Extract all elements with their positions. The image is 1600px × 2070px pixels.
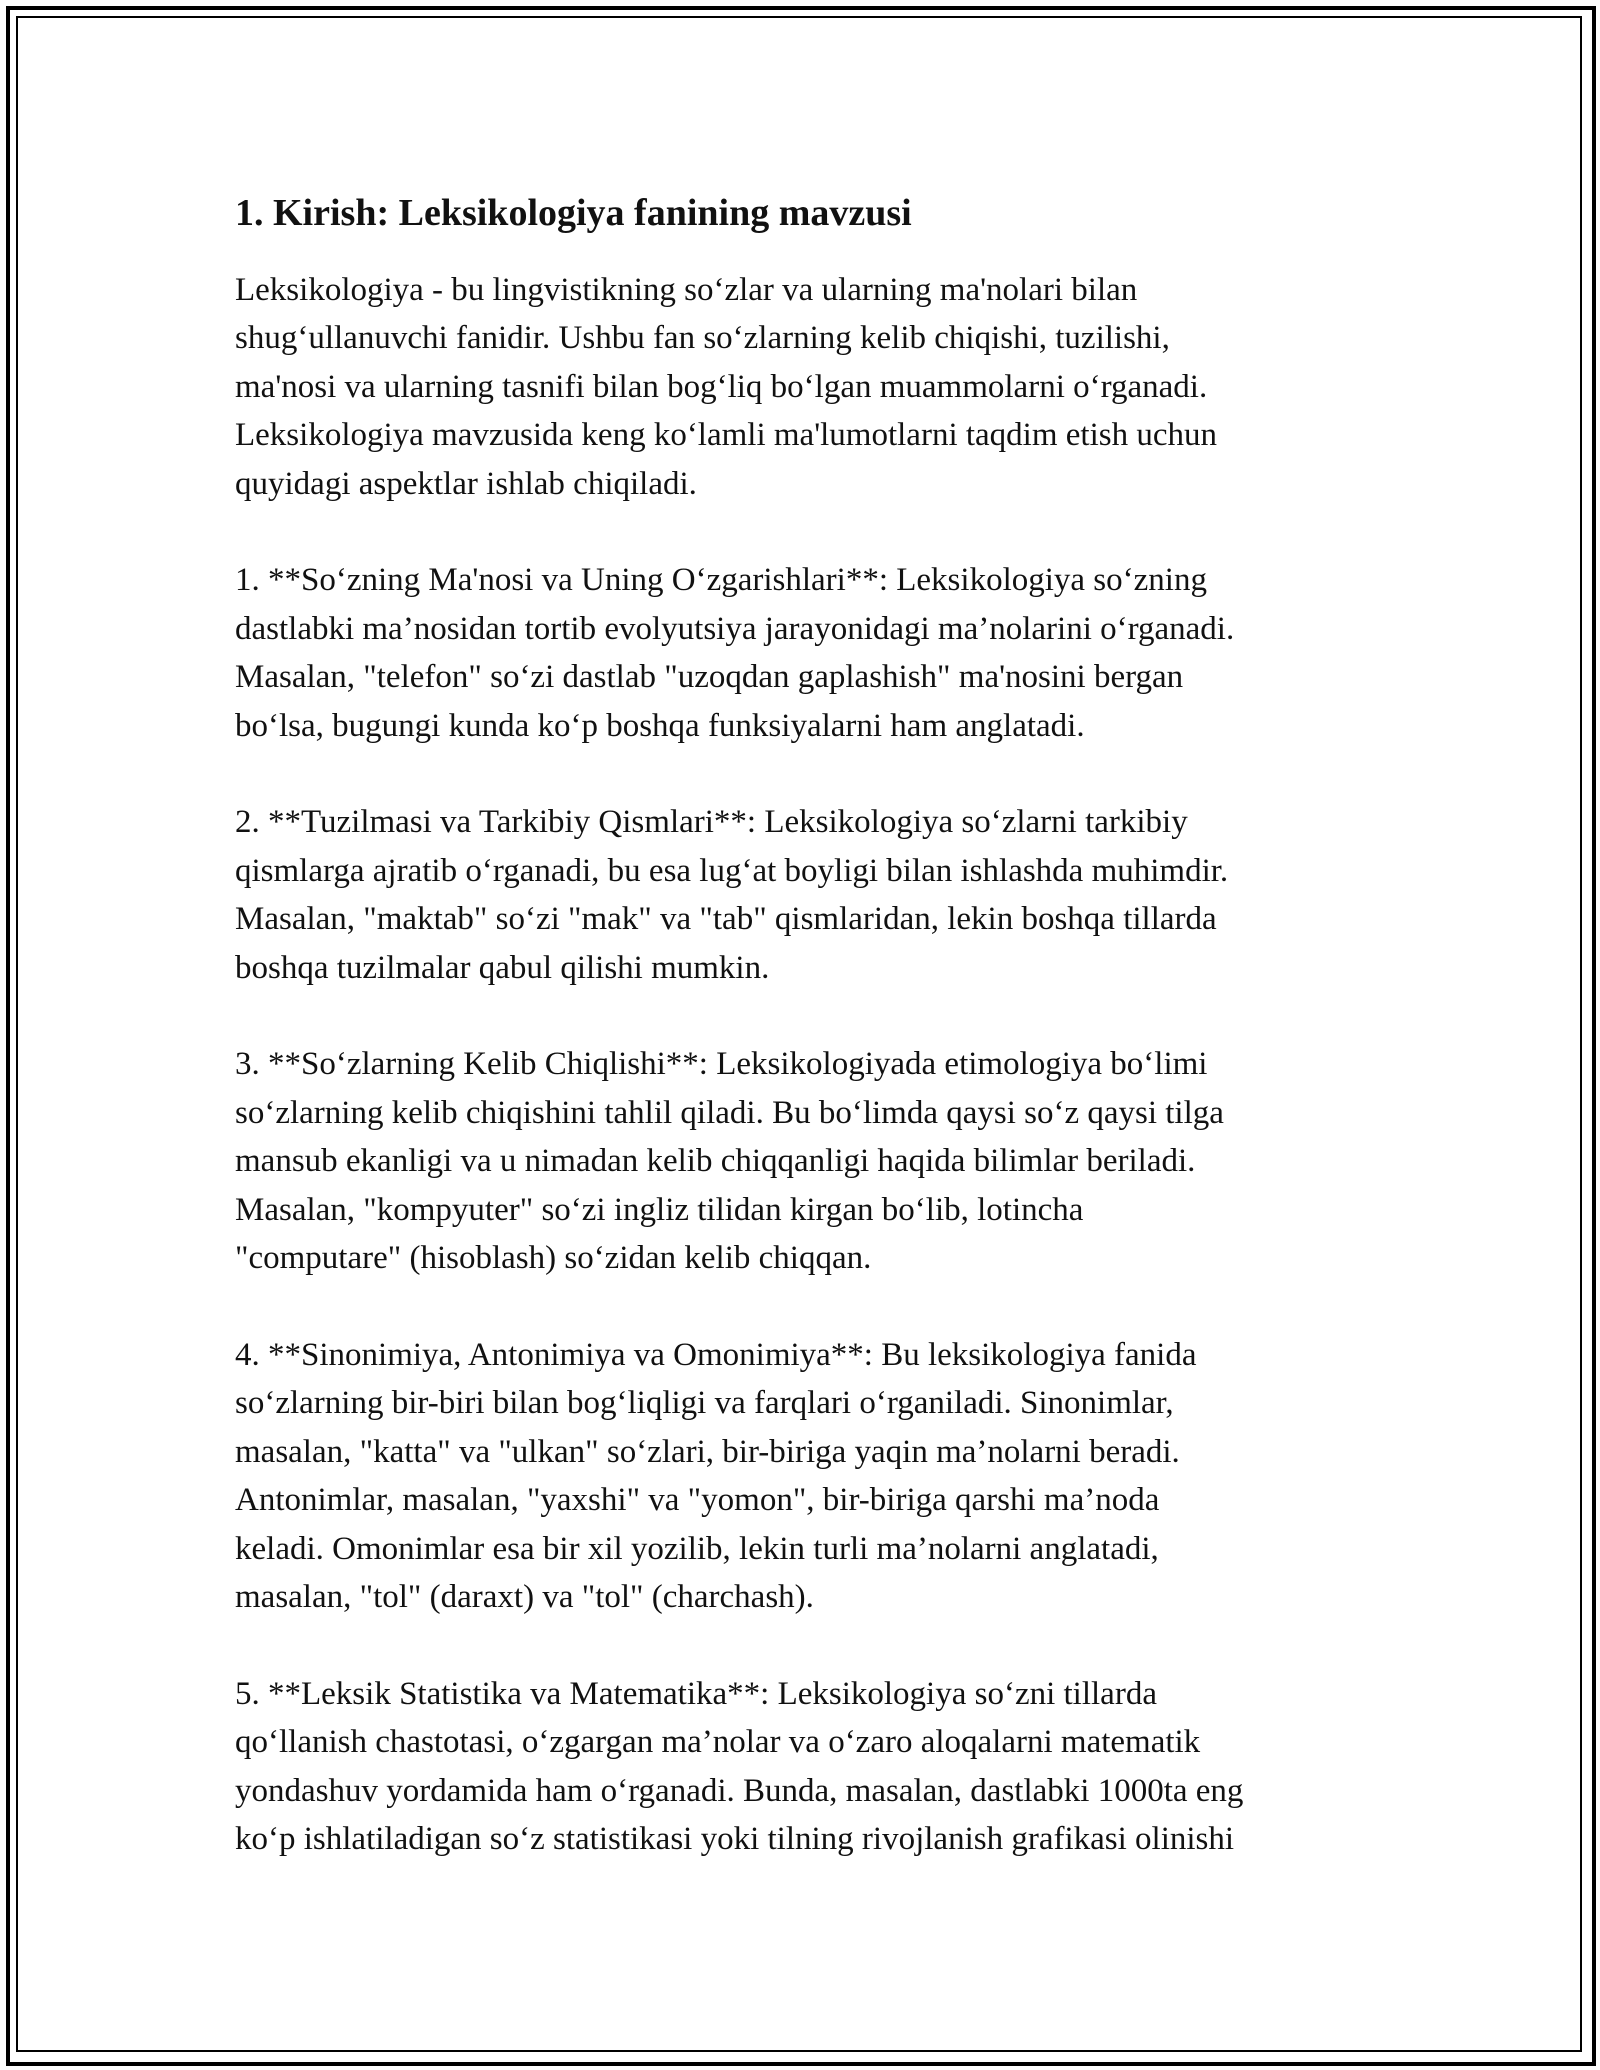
text-line: ma'nosi va ularning tasnifi bilan bog‘liq bo‘lgan muammolarni o‘rganadi. (235, 368, 1208, 405)
text-line: "computare" (hisoblash) so‘zidan kelib chiqqan. (235, 1240, 872, 1277)
list-item-5-paragraph (235, 1670, 1375, 1864)
text-line: ko‘p ishlatiladigan so‘z statistikasi yoki tilning rivojlanish grafikasi olinishi (235, 1820, 1235, 1857)
text-line: shug‘ullanuvchi fanidir. Ushbu fan so‘zlarning kelib chiqishi, tuzilishi, (235, 320, 1170, 357)
list-item-1-paragraph (235, 556, 1375, 750)
text-line: 1. **So‘zning Ma'nosi va Uning O‘zgarishlari**: Leksikologiya so‘zning (235, 562, 1207, 599)
text-line: boshqa tuzilmalar qabul qilishi mumkin. (235, 949, 770, 986)
list-item-4-paragraph (235, 1331, 1375, 1621)
text-line: yondashuv yordamida ham o‘rganadi. Bunda, masalan, dastlabki 1000ta eng (235, 1772, 1244, 1809)
list-item-3-paragraph (235, 1040, 1375, 1282)
text-line: 5. **Leksik Statistika va Matematika**: Leksikologiya so‘zni tillarda (235, 1675, 1157, 1712)
text-line: qismlarga ajratib o‘rganadi, bu esa lug‘at boyligi bilan ishlashda muhimdir. (235, 852, 1229, 889)
text-line: masalan, "katta" va "ulkan" so‘zlari, bir-biriga yaqin ma’nolarni beradi. (235, 1433, 1180, 1470)
text-line: Masalan, "maktab" so‘zi "mak" va "tab" qismlaridan, lekin boshqa tillarda (235, 901, 1217, 938)
text-line: Masalan, "kompyuter" so‘zi ingliz tilidan kirgan bo‘lib, lotincha (235, 1191, 1084, 1228)
text-line: dastlabki ma’nosidan tortib evolyutsiya jarayonidagi ma’nolarini o‘rganadi. (235, 610, 1235, 647)
text-line: 4. **Sinonimiya, Antonimiya va Omonimiya**: Bu leksikologiya fanida (235, 1336, 1197, 1373)
text-line: Leksikologiya - bu lingvistikning so‘zlar va ularning ma'nolari bilan (235, 272, 1138, 308)
text-line: qo‘llanish chastotasi, o‘zgargan ma’nolar va o‘zaro aloqalarni matematik (235, 1724, 1201, 1761)
document-body (235, 185, 1375, 1912)
text-line: bo‘lsa, bugungi kunda ko‘p boshqa funksiyalarni ham anglatadi. (235, 707, 1085, 744)
section-title: 1. Kirish: Leksikologiya fanining mavzusi (235, 192, 912, 234)
text-line: keladi. Omonimlar esa bir xil yozilib, lekin turli ma’nolarni anglatadi, (235, 1530, 1159, 1567)
text-line: Leksikologiya mavzusida keng ko‘lamli ma'lumotlarni taqdim etish uchun (235, 417, 1217, 454)
text-line: so‘zlarning kelib chiqishini tahlil qiladi. Bu bo‘limda qaysi so‘z qaysi tilga (235, 1094, 1224, 1131)
list-item-2-paragraph (235, 798, 1375, 992)
text-line: quyidagi aspektlar ishlab chiqiladi. (235, 465, 697, 502)
text-line: 2. **Tuzilmasi va Tarkibiy Qismlari**: Leksikologiya so‘zlarni tarkibiy (235, 804, 1188, 841)
text-line: Antonimlar, masalan, "yaxshi" va "yomon", bir-biriga qarshi ma’noda (235, 1482, 1160, 1519)
text-line: 3. **So‘zlarning Kelib Chiqlishi**: Leksikologiyada etimologiya bo‘limi (235, 1046, 1208, 1083)
text-line: so‘zlarning bir-biri bilan bog‘liqligi va farqlari o‘rganiladi. Sinonimlar, (235, 1385, 1174, 1422)
text-line: mansub ekanligi va u nimadan kelib chiqqanligi haqida bilimlar beriladi. (235, 1143, 1196, 1180)
intro-paragraph (235, 266, 1375, 508)
text-line: masalan, "tol" (daraxt) va "tol" (charchash). (235, 1578, 814, 1615)
text-line: Masalan, "telefon" so‘zi dastlab "uzoqdan gaplashish" ma'nosini bergan (235, 659, 1184, 696)
